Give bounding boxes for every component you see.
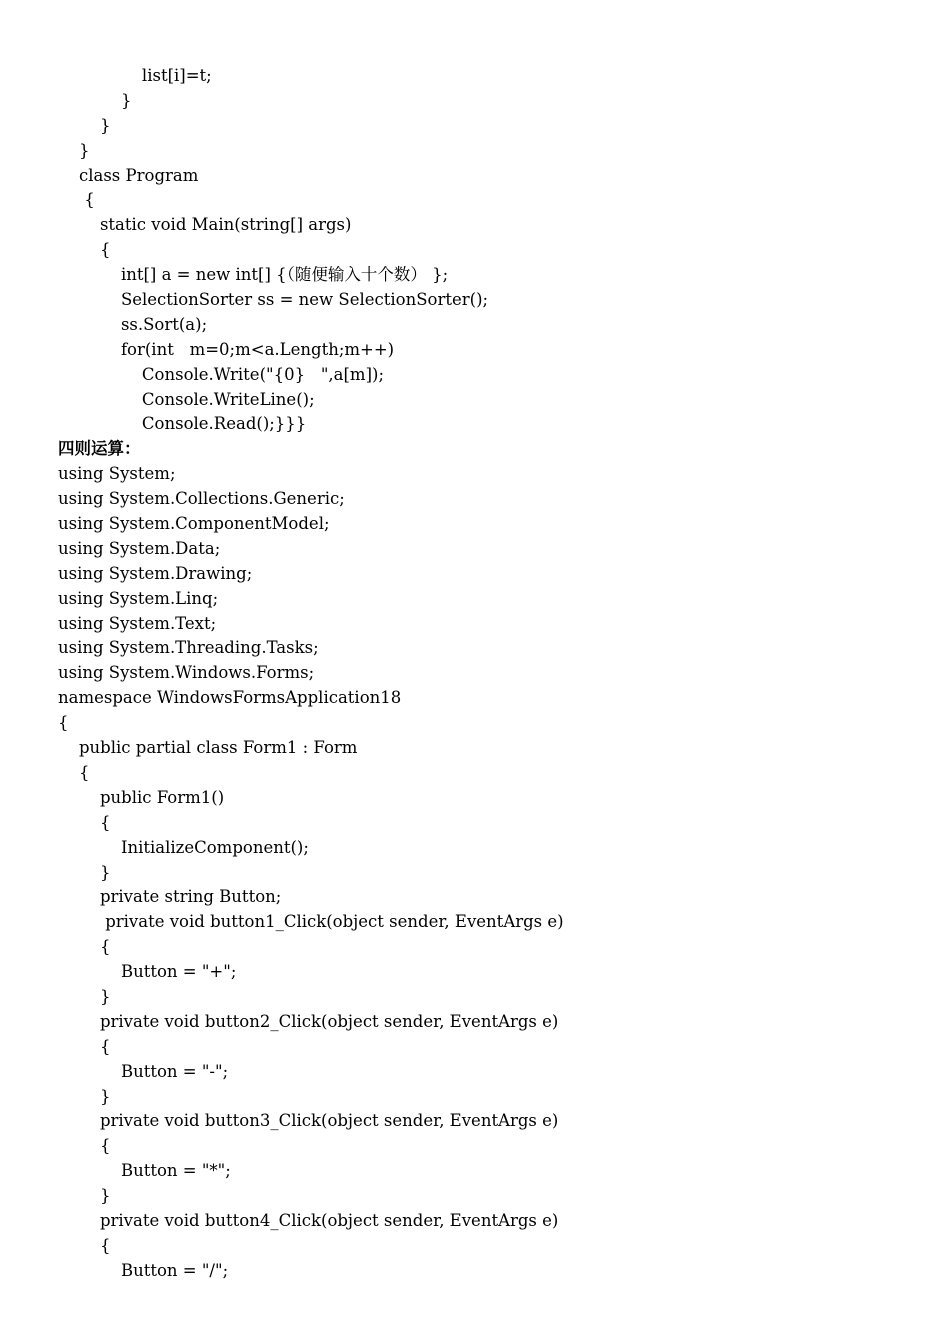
code-line: public Form1() — [58, 787, 225, 807]
code-line: private void button4_Click(object sender, EventArgs e) — [58, 1210, 559, 1230]
code-line: using System; — [58, 464, 176, 484]
code-line: private void button1_Click(object sender, EventArgs e) — [58, 912, 564, 932]
code-line: Button = "+"; — [58, 962, 237, 982]
code-line: list[i]=t; — [58, 66, 212, 85]
code-line: { — [58, 812, 111, 832]
code-line: using System.Linq; — [58, 588, 219, 608]
code-line: { — [58, 240, 111, 260]
section-heading: 四则运算： — [58, 439, 141, 459]
code-line: using System.Text; — [58, 613, 217, 633]
code-line: for(int m=0;m<a.Length;m++) — [58, 339, 395, 359]
code-line: { — [58, 190, 95, 210]
code-line: int[] a = new int[] {（随便输入十个数） }; — [58, 265, 449, 285]
code-line: Button = "-"; — [58, 1061, 229, 1081]
code-line: Console.Write("{0} ",a[m]); — [58, 364, 385, 384]
code-line: InitializeComponent(); — [58, 837, 309, 857]
code-line: Button = "*"; — [58, 1161, 231, 1181]
code-line: } — [58, 1186, 111, 1206]
code-line: { — [58, 937, 111, 957]
code-line: } — [58, 140, 90, 160]
code-line: private string Button; — [58, 887, 282, 907]
code-line: using System.Windows.Forms; — [58, 663, 315, 683]
code-line: Console.Read();}}} — [58, 414, 307, 434]
code-line: } — [58, 115, 111, 135]
code-line: } — [58, 1086, 111, 1106]
code-line: SelectionSorter ss = new SelectionSorter(); — [58, 290, 489, 310]
code-line: using System.Drawing; — [58, 563, 253, 583]
code-line: using System.ComponentModel; — [58, 514, 330, 534]
code-line: } — [58, 90, 132, 110]
code-listing — [58, 64, 564, 1284]
code-line: { — [58, 762, 90, 782]
code-line: ss.Sort(a); — [58, 314, 208, 334]
code-line: using System.Threading.Tasks; — [58, 638, 319, 658]
code-line: { — [58, 713, 69, 733]
code-line: Console.WriteLine(); — [58, 389, 315, 409]
code-line: private void button3_Click(object sender, EventArgs e) — [58, 1111, 559, 1131]
code-line: { — [58, 1036, 111, 1056]
code-line: private void button2_Click(object sender, EventArgs e) — [58, 1011, 559, 1031]
code-line: namespace WindowsFormsApplication18 — [58, 688, 402, 708]
code-line: Button = "/"; — [58, 1260, 229, 1280]
code-line: class Program — [58, 165, 199, 185]
code-line: } — [58, 986, 111, 1006]
code-line: using System.Collections.Generic; — [58, 489, 345, 509]
code-line: using System.Data; — [58, 538, 221, 558]
code-line: { — [58, 1136, 111, 1156]
code-line: { — [58, 1235, 111, 1255]
code-line: } — [58, 862, 111, 882]
code-line: public partial class Form1 : Form — [58, 738, 358, 758]
code-line: static void Main(string[] args) — [58, 215, 352, 235]
